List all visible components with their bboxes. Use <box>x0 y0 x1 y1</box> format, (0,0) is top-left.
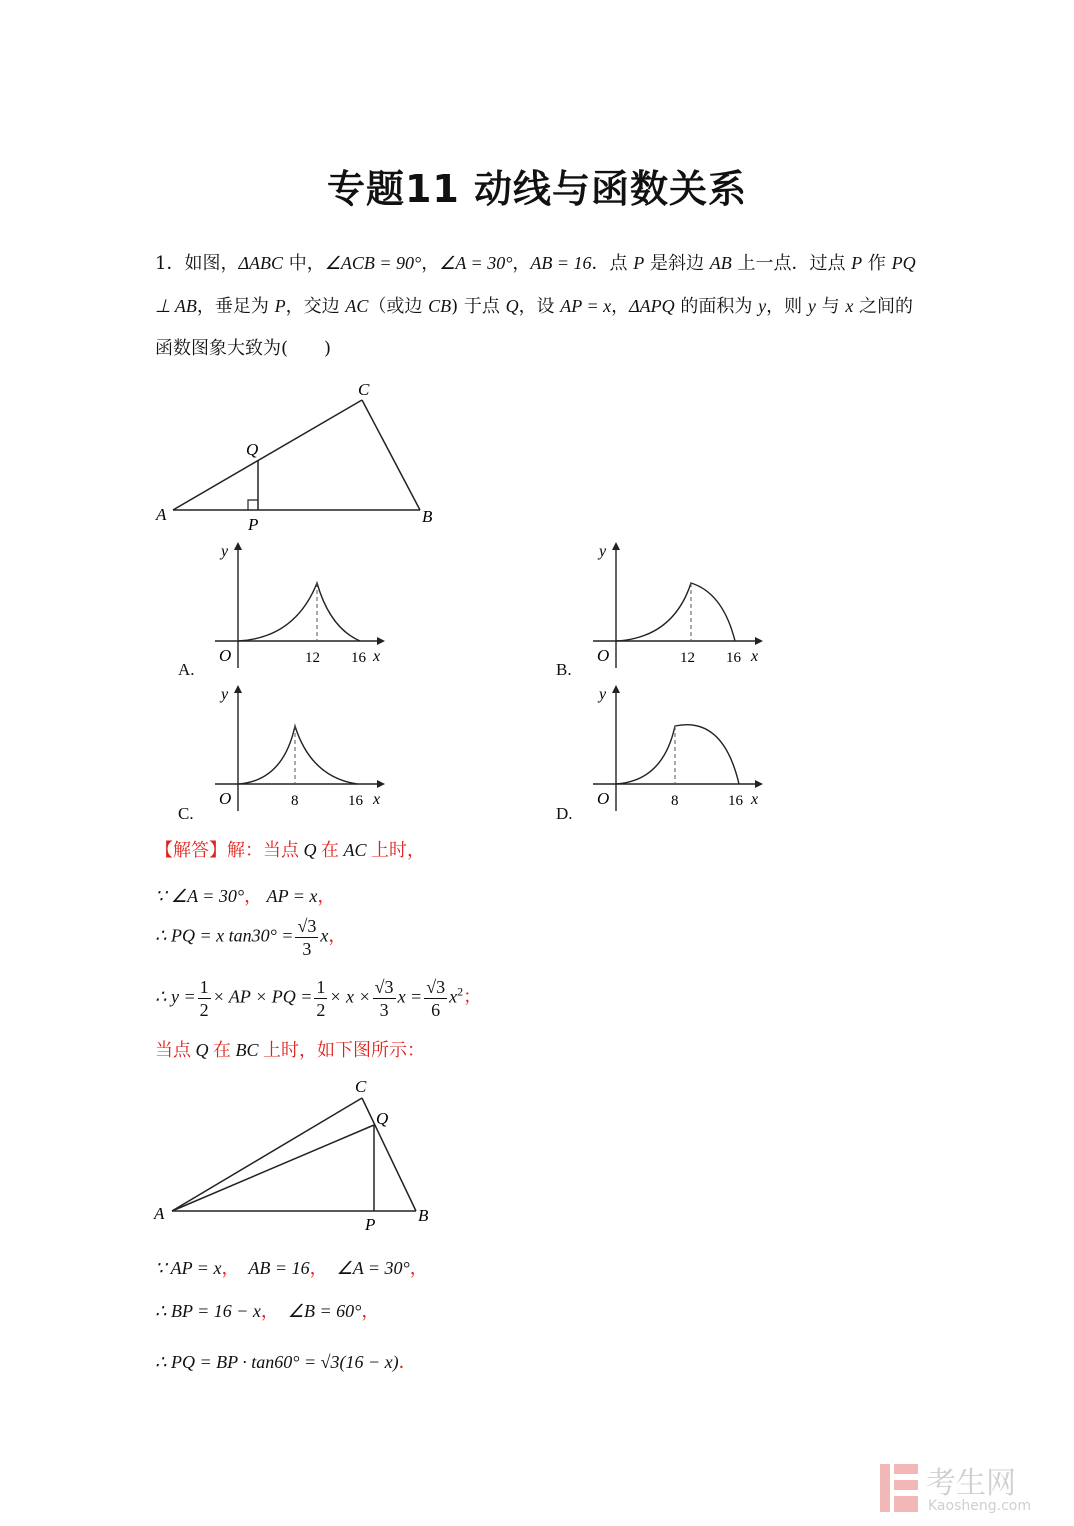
y-arrow-icon <box>612 685 620 693</box>
solution-line-5: ∴ BP = 16 − x， ∠B = 60°， <box>155 1301 380 1321</box>
option-b-label: B. <box>556 660 572 679</box>
label-p: P <box>365 1215 376 1234</box>
right-angle-mark <box>248 500 258 510</box>
y-label: y <box>599 686 607 703</box>
label-a: A <box>154 1204 165 1223</box>
solution-line-2: ∴ PQ = x tan30° = $\frac{√3}{3}$ x， <box>155 916 347 959</box>
x-label: x <box>751 791 759 808</box>
x-label: x <box>751 648 759 665</box>
tick-label-1: 12 <box>680 650 695 666</box>
option-d-label: D. <box>556 804 573 823</box>
kaosheng-watermark: 考生网 Kaosheng.com <box>878 1458 1048 1520</box>
y-label: y <box>221 686 229 703</box>
option-c-graph <box>205 681 385 811</box>
solution-heading: 【解答】解：当点 Q 在 AC 上时， <box>155 840 426 860</box>
kaosheng-logo-icon <box>878 1460 922 1516</box>
x-arrow-icon <box>755 780 763 788</box>
solution-line-6: ∴ PQ = BP · tan60° = √3(16 − x)． <box>155 1352 417 1372</box>
side-ac <box>173 400 362 510</box>
option-a-graph <box>205 538 385 668</box>
tick-label-1: 12 <box>305 650 320 666</box>
curve <box>616 583 735 641</box>
y-arrow-icon <box>234 542 242 550</box>
origin-label: O <box>597 789 610 808</box>
label-q: Q <box>246 440 259 459</box>
label-a: A <box>156 505 167 524</box>
side-cb <box>362 1098 416 1211</box>
y-arrow-icon <box>234 685 242 693</box>
label-p: P <box>248 515 259 534</box>
tick-label-2: 16 <box>351 650 366 666</box>
x-label: x <box>373 648 381 665</box>
x-arrow-icon <box>377 780 385 788</box>
origin-label: O <box>597 646 610 665</box>
label-c: C <box>355 1077 367 1096</box>
option-d-graph <box>583 681 763 811</box>
triangle-figure-1 <box>150 375 450 535</box>
tick-label-2: 16 <box>726 650 741 666</box>
curve <box>238 726 357 784</box>
x-label: x <box>373 791 381 808</box>
solution-line-3: ∴ y = $\frac{1}{2}$ × AP × PQ = $\frac{1}{2}$ × x × $\frac{√3}{3}$ x = $\frac{√3}{6}$ $x^2$； <box>155 977 482 1020</box>
option-b-graph <box>583 538 763 668</box>
side-cb <box>362 400 420 510</box>
tick-label-1: 8 <box>671 793 679 809</box>
solution-line-1: ∵ ∠A = 30°， AP = x， <box>155 886 336 906</box>
curve <box>238 583 360 641</box>
tick-label-1: 8 <box>291 793 299 809</box>
origin-label: O <box>219 789 232 808</box>
triangle-figure-2 <box>150 1072 450 1237</box>
segment-aq <box>172 1125 374 1211</box>
page-title: 专题11 动线与函数关系 <box>326 167 748 211</box>
option-a-label: A. <box>178 660 195 679</box>
tick-label-2: 16 <box>728 793 743 809</box>
label-b: B <box>422 507 433 526</box>
option-c-label: C. <box>178 804 194 823</box>
label-c: C <box>358 380 370 399</box>
x-arrow-icon <box>755 637 763 645</box>
label-b: B <box>418 1206 429 1225</box>
label-q: Q <box>376 1109 389 1128</box>
x-arrow-icon <box>377 637 385 645</box>
side-ac <box>172 1098 362 1211</box>
origin-label: O <box>219 646 232 665</box>
curve <box>616 725 739 784</box>
solution-case-2: 当点 Q 在 BC 上时，如下图所示： <box>155 1040 426 1060</box>
question-text: 1．如图，ΔABC 中，∠ACB = 90°，∠A = 30°，AB = 16．点 P 是斜边 AB 上一点．过点 P 作 PQ ⊥ AB，垂足为 P，交边 AC（或边 CB) 于点 Q，设 AP = x，ΔAPQ 的面积为 y，则 y 与 x 之间的函数图象大致为( ) <box>155 253 916 359</box>
solution-line-4: ∵ AP = x， AB = 16， ∠A = 30°， <box>155 1258 428 1278</box>
tick-label-2: 16 <box>348 793 363 809</box>
y-label: y <box>221 543 229 560</box>
y-label: y <box>599 543 607 560</box>
y-arrow-icon <box>612 542 620 550</box>
